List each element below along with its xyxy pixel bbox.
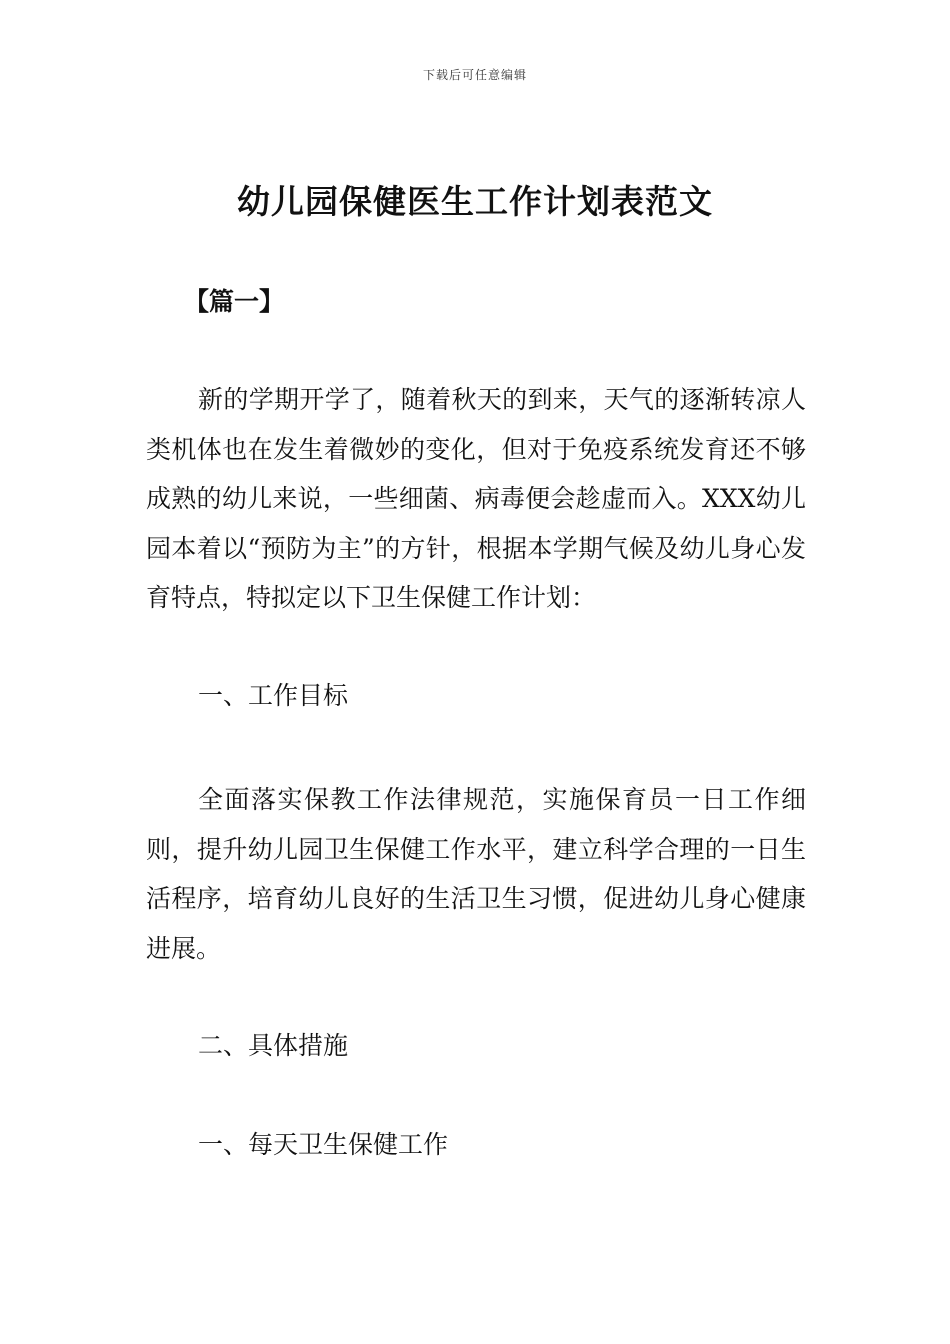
heading-specific-measures: 二、具体措施	[198, 1031, 349, 1060]
goal-paragraph: 全面落实保教工作法律规范，实施保育员一日工作细则，提升幼儿园卫生保健工作水平，建立科学合理的一日生活程序，培育幼儿良好的生活卫生习惯，促进幼儿身心健康进展。	[146, 785, 806, 963]
section-tag: 【篇一】	[184, 287, 285, 316]
heading-work-goals: 一、工作目标	[198, 681, 349, 710]
document-title: 幼儿园保健医生工作计划表范文	[237, 182, 713, 221]
heading-daily-health-work: 一、每天卫生保健工作	[198, 1130, 449, 1159]
intro-paragraph: 新的学期开学了，随着秋天的到来，天气的逐渐转凉人类机体也在发生着微妙的变化，但对于免疫系统发育还不够成熟的幼儿来说，一些细菌、病毒便会趁虚而入。XXX幼儿园本着以“预防为主”的方针，根据本学期气候及幼儿身心发育特点，特拟定以下卫生保健工作计划：	[146, 385, 806, 612]
page-header-note: 下载后可任意编辑	[422, 68, 527, 82]
